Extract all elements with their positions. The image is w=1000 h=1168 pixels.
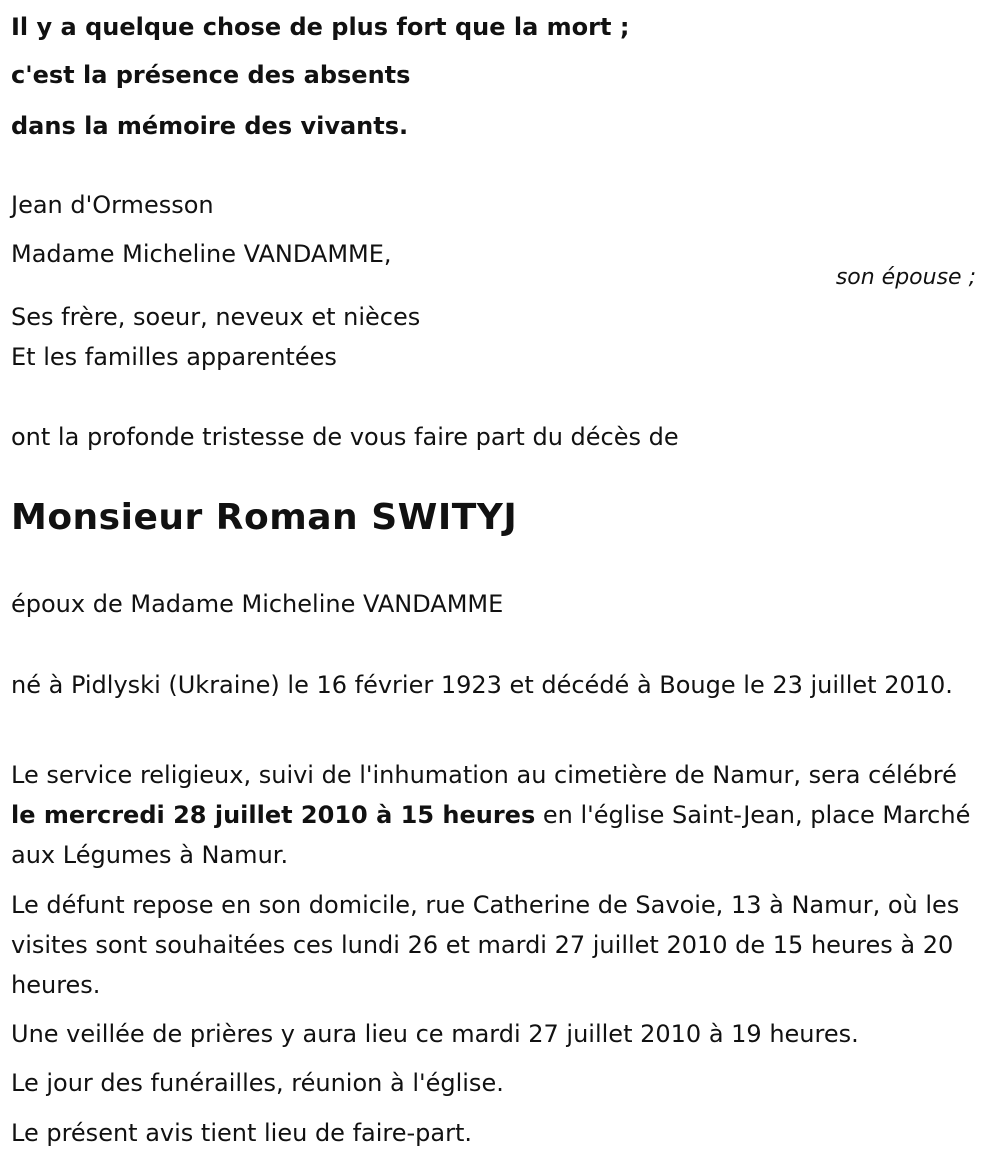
spouse-name: Madame Micheline VANDAMME, <box>11 240 392 268</box>
quote-line-3: dans la mémoire des vivants. <box>11 112 409 140</box>
quote-line-2: c'est la présence des absents <box>11 61 411 89</box>
vigil-line: Une veillée de prières y aura lieu ce mardi 27 juillet 2010 à 19 heures. <box>11 1020 859 1048</box>
relatives-line: Et les familles apparentées <box>11 343 337 371</box>
service-paragraph <box>11 755 976 875</box>
rest-paragraph: Le défunt repose en son domicile, rue Catherine de Savoie, 13 à Namur, où les visites sont souhaitées ces lundi 26 et mardi 27 juillet 2010 de 15 heures à 20 heures. <box>11 891 960 999</box>
service-location: en l'église Saint-Jean, place Marché aux Légumes à Namur. <box>11 801 971 869</box>
spouse-of-line: époux de Madame Micheline VANDAMME <box>11 590 504 618</box>
service-date-time: le mercredi 28 juillet 2010 à 15 heures <box>11 801 536 829</box>
announcement-line: ont la profonde tristesse de vous faire part du décès de <box>11 423 679 451</box>
quote-author: Jean d'Ormesson <box>11 191 214 219</box>
birth-death-paragraph: né à Pidlyski (Ukraine) le 16 février 1923 et décédé à Bouge le 23 juillet 2010. <box>11 671 953 699</box>
quote-line-1: Il y a quelque chose de plus fort que la mort ; <box>11 13 630 41</box>
gathering-line: Le jour des funérailles, réunion à l'église. <box>11 1069 504 1097</box>
deceased-name: Monsieur Roman SWITYJ <box>11 497 518 538</box>
siblings-line: Ses frère, soeur, neveux et nièces <box>11 303 421 331</box>
service-intro: Le service religieux, suivi de l'inhumation au cimetière de Namur, sera célébré <box>11 761 957 789</box>
notice-line: Le présent avis tient lieu de faire-part. <box>11 1119 473 1147</box>
spouse-role: son épouse ; <box>835 265 976 290</box>
